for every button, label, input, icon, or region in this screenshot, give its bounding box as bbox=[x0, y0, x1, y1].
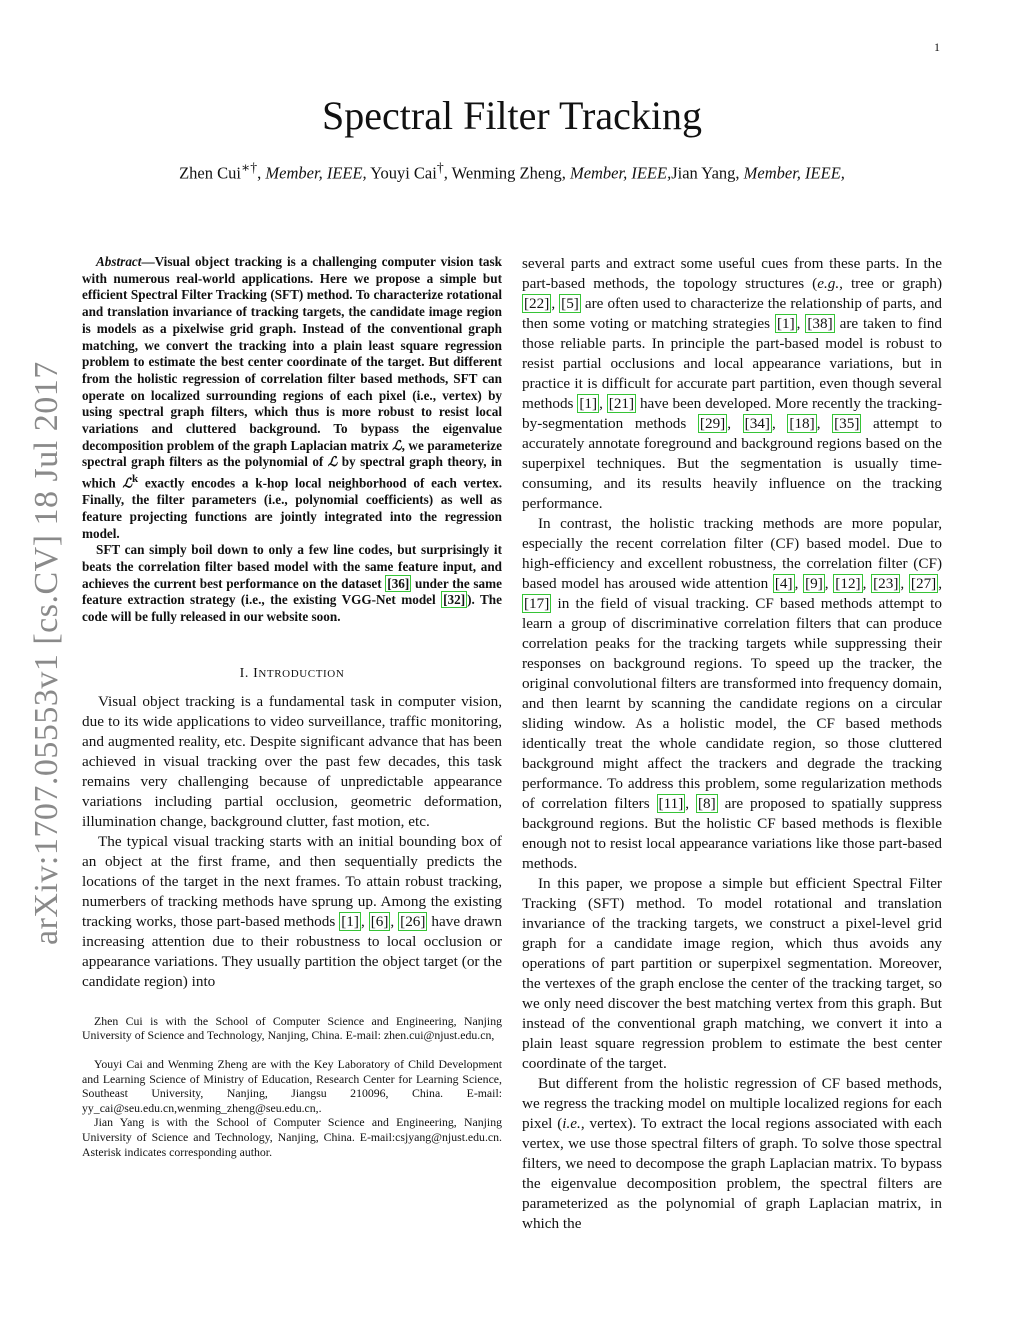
text-run: , bbox=[824, 575, 834, 592]
footnotes bbox=[82, 1014, 502, 1159]
section-title-rest: NTRODUCTION bbox=[258, 667, 345, 680]
text-run: several parts and extract some useful cues from these parts. In the part-based methods, the topology structures ( bbox=[522, 255, 942, 292]
text-run: , bbox=[938, 575, 943, 592]
section-number: I. bbox=[239, 665, 254, 681]
citation-link[interactable]: [1] bbox=[776, 315, 795, 332]
left-body-text bbox=[82, 692, 502, 992]
abstract bbox=[82, 254, 502, 626]
right-body-text bbox=[522, 254, 942, 1234]
text-run: But different from the holistic regression of CF based methods, we regress the tracking model on multiple localized regions for each pixel ( bbox=[522, 1075, 942, 1132]
footnote: Jian Yang is with the School of Computer Science and Engineering, Nanjing University of Science and Technology, Nanjing, China. E-mail:csjyang@njust.edu.cn. Asterisk indicates corresponding author. bbox=[82, 1115, 502, 1159]
text-run: under the same feature extraction strategy (i.e., the existing VGG-Net model bbox=[82, 575, 502, 608]
text-run: , tree or graph) bbox=[839, 275, 942, 292]
text-run: In contrast, the holistic tracking methods are more popular, especially the recent correlation filter (CF) based model. Due to high-efficiency and excellent robustness, the correlation filter (CF) based model has aroused wide attention bbox=[522, 515, 942, 592]
text-run: in the field of visual tracking. CF based methods attempt to learn a group of discriminative correlation filters that can produce correlation peaks for the tracking targets while suppressing their responses on background regions. To speed up the tracker, the original convolutional filters are transformed into frequency domain, and then learnt by scanning the candidate regions on a circular sliding window. As a holistic model, the CF based methods identically treat the whole candidate region, so those cluttered background might affect the trackers and degrade the tracking performance. To address this problem, some regularization methods of correlation filters bbox=[522, 595, 942, 812]
author-name: Zhen Cui bbox=[179, 163, 241, 183]
italic-text: ℒ bbox=[122, 475, 132, 491]
abstract-dash: — bbox=[141, 254, 155, 269]
citation-link[interactable]: [36] bbox=[387, 575, 410, 591]
body-paragraph bbox=[522, 514, 942, 874]
citation-link[interactable]: [4] bbox=[774, 575, 793, 592]
text-run: SFT can simply boil down to only a few line codes, but surprisingly it beats the correlation filter based model with the same feature input, and achieves the current best performance on the dataset bbox=[82, 542, 502, 591]
citation-link[interactable]: [23] bbox=[873, 575, 899, 592]
abstract-paragraph bbox=[82, 542, 502, 626]
abstract-label: Abstract bbox=[96, 254, 142, 269]
superscript: k bbox=[131, 473, 139, 486]
text-run: attempt to accurately annotate foreground and background regions based on the superpixel techniques. But the segmentation is usually time-consuming, and its results heavily influence on the tracking performance. bbox=[522, 415, 943, 512]
footnote: Zhen Cui is with the School of Computer Science and Engineering, Nanjing University of Science and Technology, Nanjing, China. E-mail: zhen.cui@njust.edu.cn, bbox=[82, 1013, 502, 1043]
text-run: , bbox=[727, 415, 743, 432]
right-column bbox=[522, 254, 942, 1234]
text-run: Visual object tracking is a fundamental task in computer vision, due to its wide applications to video surveillance, traffic monitoring, and augmented reality, etc. Despite significant advance that has been achieved in visual tracking over the past few decades, this task remains very challenging because of unpredictable appearance variations including partial occlusion, geometric deformation, illumination change, background clutter, fast motion, etc. bbox=[82, 692, 502, 830]
arxiv-stamp: arXiv:1707.05553v1 [cs.CV] 18 Jul 2017 bbox=[28, 361, 65, 945]
citation-link[interactable]: [1] bbox=[341, 912, 359, 930]
citation-link[interactable]: [1] bbox=[579, 395, 598, 412]
author-name: Youyi Cai bbox=[366, 163, 437, 183]
citation-link[interactable]: [32] bbox=[443, 592, 466, 608]
author-membership: Member, IEEE, bbox=[569, 163, 672, 183]
italic-text: e.g. bbox=[817, 275, 840, 292]
text-run: , we parameterize spectral graph filters as the polynomial of bbox=[82, 437, 502, 470]
text-run: , bbox=[900, 575, 909, 592]
section-title bbox=[253, 666, 344, 681]
left-column bbox=[82, 254, 502, 1159]
text-run: exactly encodes a k-hop local neighborhood of each vertex. Finally, the filter parameters (i.e., polynomial coefficients) as well as feature projecting functions are jointly integrated into the regression model. bbox=[82, 475, 502, 541]
citation-link[interactable]: [21] bbox=[608, 395, 635, 412]
author-name: , bbox=[257, 163, 266, 183]
text-run: are often used to characterize the relationship of parts, and then some voting or matching strategies bbox=[522, 295, 943, 332]
italic-text: ℒ bbox=[327, 454, 338, 470]
paper-title: Spectral Filter Tracking bbox=[322, 93, 702, 138]
abstract-paragraph bbox=[82, 254, 502, 542]
text-run: , bbox=[862, 575, 872, 592]
body-paragraph bbox=[82, 692, 502, 832]
text-run: are proposed to spatially suppress background regions. But the holistic CF based methods is flexible enough not to resist local appearance variations like those part-based methods. bbox=[522, 795, 942, 872]
text-run: have drawn increasing attention due to their robustness to local occlusion or appearance variations. They usually partition the object target (or the candidate region) into bbox=[82, 912, 502, 990]
author-name: Jian Yang, bbox=[671, 163, 744, 183]
citation-link[interactable]: [27] bbox=[910, 575, 937, 592]
citation-link[interactable]: [8] bbox=[698, 795, 716, 812]
citation-link[interactable]: [22] bbox=[524, 295, 550, 312]
text-run: ). The code will be fully released in our website soon. bbox=[82, 592, 502, 625]
section-heading-introduction bbox=[82, 666, 502, 682]
author-name: , Wenming Zheng, bbox=[443, 163, 570, 183]
text-run: by spectral graph theory, in which bbox=[82, 454, 502, 491]
citation-link[interactable]: [38] bbox=[807, 315, 833, 332]
author-membership: Member, IEEE, bbox=[743, 163, 845, 183]
footnote: Youyi Cai and Wenming Zheng are with the Key Laboratory of Child Development and Learning Science of Ministry of Education, Research Center for Learning Science, Southeast University, Nanjing, Jiangsu 210096, China. E-mail: yy_cai@seu.edu.cn,wenming_zheng@seu.edu.cn,. bbox=[82, 1057, 502, 1115]
italic-text: i.e. bbox=[562, 1115, 581, 1132]
text-run: are taken to find those reliable parts. In principle the part-based model is robust to resist partial occlusions and local appearance variations, but in practice it is difficult for accurate part partition, even though several methods bbox=[522, 315, 942, 412]
text-run: , bbox=[794, 575, 804, 592]
italic-text: ℒ bbox=[392, 437, 402, 453]
text-run: In this paper, we propose a simple but efficient Spectral Filter Tracking (SFT) method. To model rotational and translation invariance of the tracking targets, we construct a pixel-level grid graph for a candidate image region, which thus avoids any operations of part partition or superpixel segmentation. Moreover, the vertexes of the graph enclose the center of the tracking target, so we only need discover the best matching vertex from this graph. But instead of the conventional graph matching, we convert it into a plain least square regression problem to estimate the best center coordinate of the target. bbox=[522, 875, 942, 1072]
text-run: , bbox=[599, 395, 607, 412]
citation-link[interactable]: [18] bbox=[789, 415, 815, 432]
citation-link[interactable]: [26] bbox=[400, 912, 426, 930]
citation-link[interactable]: [5] bbox=[561, 295, 579, 312]
text-run: , bbox=[360, 912, 369, 930]
text-run: , bbox=[771, 415, 788, 432]
citation-link[interactable]: [17] bbox=[524, 595, 550, 612]
text-run: , bbox=[390, 912, 399, 930]
text-run: The typical visual tracking starts with an initial bounding box of an object at the first frame, and then sequentially predicts the locations of the target in the next frames. To attain robust tracking, numerbers of tracking methods have sprung up. Among the existing tracking works, those part-based methods bbox=[82, 832, 502, 930]
citation-link[interactable]: [34] bbox=[744, 415, 770, 432]
text-run: , bbox=[816, 415, 833, 432]
citation-link[interactable]: [35] bbox=[834, 415, 860, 432]
citation-link[interactable]: [29] bbox=[699, 415, 726, 432]
author-mark: † bbox=[436, 160, 444, 175]
text-run: Visual object tracking is a challenging computer vision task with numerous real-world applications. Here we propose a simple but efficient Spectral Filter Tracking (SFT) method. To characterize rotational and translation invariance of tracking targets, the candidate image region is models as a pixelwise grid graph. Instead of the conventional graph matching, we convert the tracking into a plain least square regression problem to estimate the best center coordinate of the target. But different from the holistic regression of correlation filter based methods, SFT can operate on localized surrounding regions of each pixel (i.e., vertex) by using spectral graph filters, which thus is more robust to resist local variations and cluttered background. To bypass the eigenvalue decomposition problem of the graph Laplacian matrix bbox=[82, 254, 502, 453]
citation-link[interactable]: [9] bbox=[805, 575, 823, 592]
citation-link[interactable]: [6] bbox=[370, 912, 389, 930]
author-mark: ∗† bbox=[240, 160, 258, 175]
section-title-initial: I bbox=[253, 665, 259, 681]
text-run: have been developed. More recently the tracking-by-segmentation methods bbox=[522, 395, 942, 432]
body-paragraph bbox=[522, 874, 942, 1074]
text-run: , bbox=[551, 295, 560, 312]
text-run: , bbox=[796, 315, 806, 332]
body-paragraph bbox=[522, 1074, 942, 1234]
citation-link[interactable]: [12] bbox=[835, 575, 861, 592]
page-number: 1 bbox=[934, 40, 940, 54]
body-paragraph bbox=[522, 254, 942, 514]
text-run: , bbox=[685, 795, 696, 812]
author-membership: Member, IEEE, bbox=[265, 163, 367, 183]
citation-link[interactable]: [11] bbox=[658, 795, 684, 812]
body-paragraph bbox=[82, 832, 502, 992]
author-line bbox=[0, 160, 1024, 184]
text-run: , vertex). To extract the local regions associated with each vertex, we use those spectral filters of graph. To solve those spectral filters, we need to decompose the graph Laplacian matrix. To bypass the eigenvalue decomposition problem, the spectral filters are parameterized as the polynomial of graph Laplacian matrix, in which the bbox=[522, 1115, 942, 1232]
footnote-gap bbox=[82, 1043, 502, 1057]
